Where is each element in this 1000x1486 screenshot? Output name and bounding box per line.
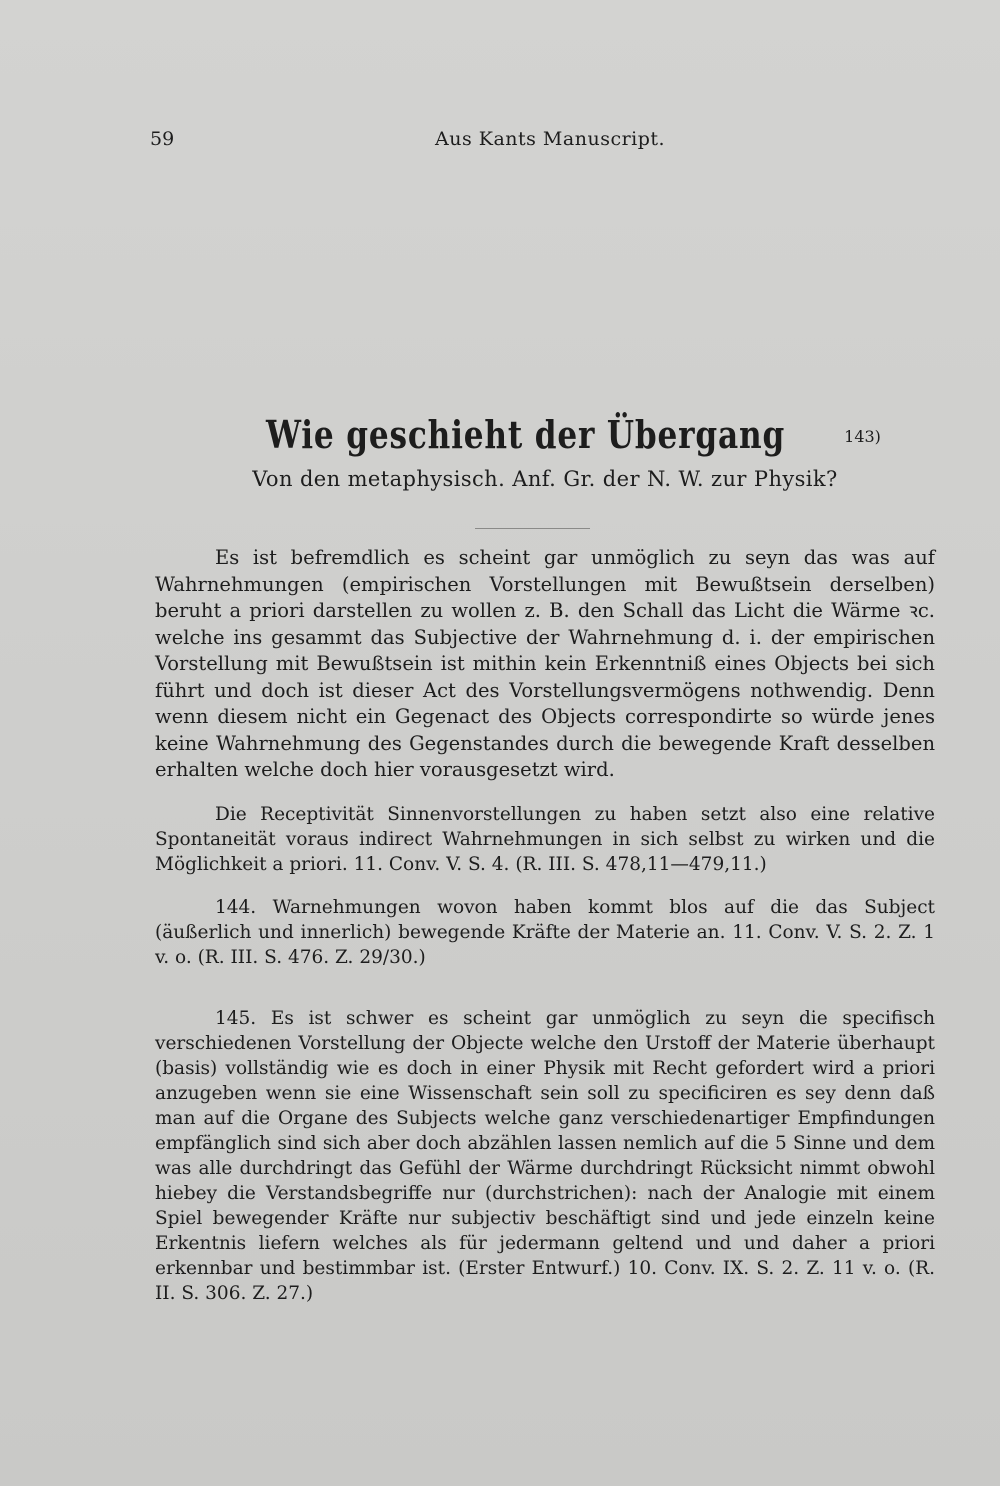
paragraph: Es ist befremdlich es scheint gar unmöglich zu seyn das was auf Wahrnehmungen (empirischen Vorstellungen mit Bewußtsein derselben) beruht a priori darstellen zu wollen z. B. den Schall das Licht die Wärme ꝛc. welche ins gesammt das Subjective der Wahrnehmung d. i. der empirischen Vorstellung mit Bewußtsein ist mithin kein Erkenntniß eines Objects bei sich führt und doch ist dieser Act des Vorstellungsvermögens nothwendig. Denn wenn diesem nicht ein Gegenact des Objects correspondirte so würde jenes keine Wahrnehmung des Gegenstandes durch die bewegende Kraft desselben erhalten welche doch hier vorausgesetzt wird. bbox=[155, 546, 935, 781]
page-header bbox=[150, 128, 850, 152]
title-footnote-ref: 143) bbox=[844, 426, 881, 446]
page-number: 59 bbox=[150, 128, 175, 150]
paragraph: 144. Warnehmungen wovon haben kommt blos auf die das Subject (äußerlich und innerlich) bewegende Kräfte der Materie an. 11. Conv. V. S. 2. Z. 1 v. o. (R. III. S. 476. Z. 29/30.) bbox=[155, 896, 935, 968]
title-block bbox=[150, 412, 940, 491]
paragraph: 145. Es ist schwer es scheint gar unmöglich zu seyn die specifisch verschiedenen Vorstellung der Objecte welche den Urstoff der Materie überhaupt (basis) vollständig wie es doch in einer Physik mit Recht gefordert wird a priori anzugeben wenn sie eine Wissenschaft sein soll zu specificiren es sey denn daß man auf die Organe des Subjects welche ganz verschiedenartiger Empfindungen empfänglich sind sich aber doch abzählen lassen nemlich auf die 5 Sinne und dem was alle durchdringt das Gefühl der Wärme durchdringt Rücksicht nimmt obwohl hiebey die Verstandsbegriffe nur (durchstrichen): nach der Analogie mit einem Spiel bewegender Kräfte nur subjectiv beschäftigt sind und jede einzeln keine Erkentnis liefern welches als für jedermann geltend und und daher a priori erkennbar und bestimmbar ist. (Erster Entwurf.) 10. Conv. IX. S. 2. Z. 11 v. o. (R. II. S. 306. Z. 27.) bbox=[155, 1007, 935, 1304]
section-title: Wie geschieht der Übergang bbox=[266, 412, 786, 457]
section-subtitle: Von den metaphysisch. Anf. Gr. der N. W. zur Physik? bbox=[252, 467, 838, 491]
paragraph: Die Receptivität Sinnenvorstellungen zu haben setzt also eine relative Spontaneität voraus indirect Wahrnehmungen in sich selbst zu wirken und die Möglichkeit a priori. 11. Conv. V. S. 4. (R. III. S. 478,11—479,11.) bbox=[155, 803, 935, 875]
body-text bbox=[155, 545, 935, 1318]
title-divider bbox=[475, 528, 590, 529]
running-title: Aus Kants Manuscript. bbox=[435, 128, 666, 150]
